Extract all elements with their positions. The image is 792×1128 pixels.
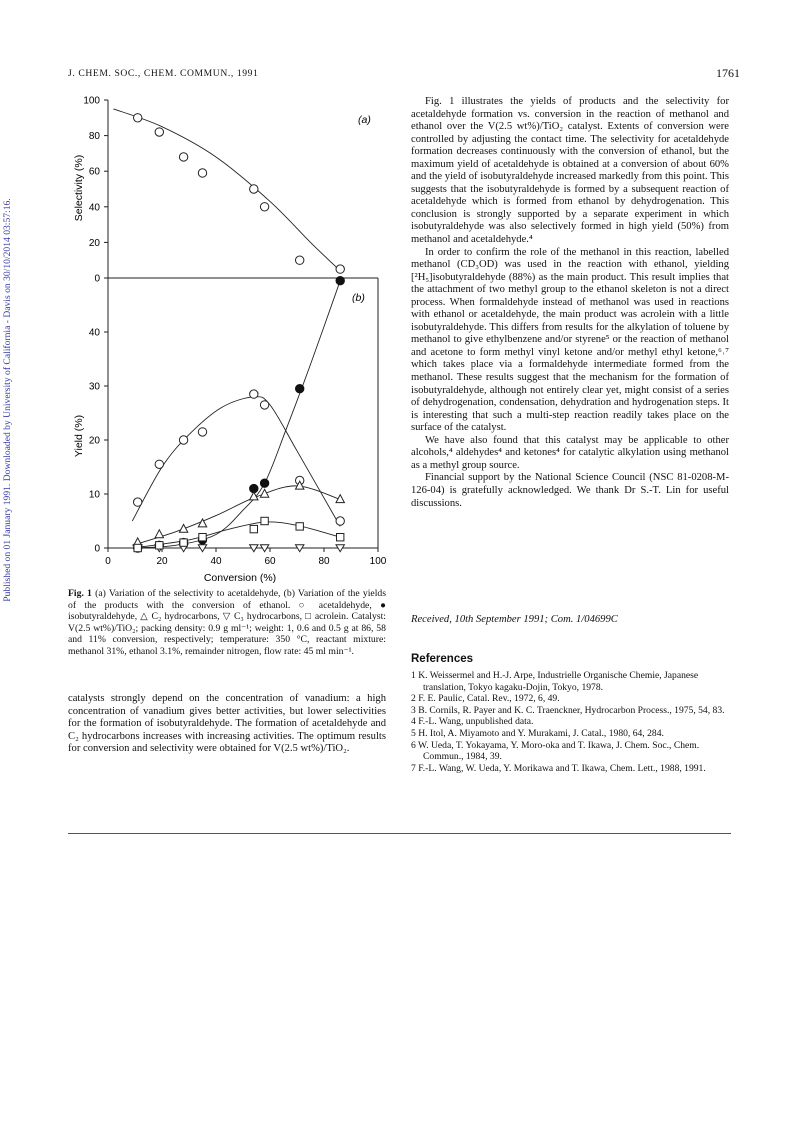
left-column-text [68, 693, 386, 756]
right-column [411, 96, 729, 510]
y-tick-label-a: 40 [88, 202, 100, 214]
series-curve [132, 397, 340, 527]
data-point-acetaldehyde [134, 498, 142, 506]
x-tick-label: 80 [318, 556, 330, 567]
y-axis-label-b: Yield (%) [73, 414, 85, 458]
data-point-acetaldehyde [155, 460, 163, 468]
reference-item: 2 F. E. Paulic, Catal. Rev., 1972, 6, 49. [411, 693, 560, 705]
download-watermark [2, 140, 14, 660]
data-point-acrolein [180, 539, 187, 546]
data-point-acetaldehyde [134, 114, 142, 122]
y-tick-label-b: 10 [88, 489, 100, 501]
reference-item: 4 F.-L. Wang, unpublished data. [411, 716, 534, 728]
series-curve [113, 109, 340, 271]
data-point-acrolein [337, 534, 344, 541]
caption-fig-label: Fig. 1 [68, 588, 92, 599]
panel-b-label: (b) [352, 292, 365, 304]
x-axis-label: Conversion (%) [203, 572, 277, 584]
data-point-acetaldehyde [179, 153, 187, 161]
caption-text: (a) Variation of the selectivity to acetaldehyde, (b) Variation of the yields of the products with the conversion of ethanol. ○ acetaldehyde, ● isobutyraldehyde, △ C₂ hydrocarbons, ▽ C₃ hydrocarbons, □ acrolein. Catalyst: V(2.5 wt%)/TiO₂; packing density: 0.9 g ml⁻¹; weight: 1, 0.6 and 0.5 g at 86, 58 and 11% conversion, respectively; temperature: 350 °C, reactant mixture: methanol 31%, ethanol 3.1%, remainder nitrogen, flow rate: 45 ml min⁻¹. [68, 588, 387, 657]
y-tick-label-a: 20 [88, 237, 100, 249]
paragraph-1: Fig. 1 illustrates the yields of products and the selectivity for acetaldehyde formation vs. conversion in the reaction of methanol and ethanol over the V(2.5 wt%)/TiO₂ catalyst. Extents of conversion were controlled by adjusting the contact time. The selectivity for acetaldehyde formation decreases continuously with the conversion of ethanol, but the maximum yield of acetaldehyde is obtained at a conversion of about 60% and the yield of isobutyraldehyde increased markedly from this point. This suggests that the isobutyraldehyde is formed by a subsequent reaction of acetaldehyde which is formed from ethanol by dehydrogenation. This conclusion is strongly supported by a separate experiment in which isobutyraldehyde was also selectively formed in high yield (50%) from methanol and acetaldehyde.⁴ [411, 96, 729, 246]
y-tick-label-a: 80 [88, 131, 100, 143]
data-point-acetaldehyde [198, 428, 206, 436]
data-point-isobutyraldehyde [260, 479, 268, 487]
series-curve [132, 486, 340, 545]
data-point-acetaldehyde [250, 185, 258, 193]
y-axis-label-a: Selectivity (%) [73, 154, 85, 222]
y-tick-label-b: 20 [88, 435, 100, 447]
x-tick-label: 0 [105, 556, 111, 567]
paragraph-4: Financial support by the National Science Council (NSC 81-0208-M-126-04) is gratefully acknowledged. We thank Dr S.-T. Lin for useful discussions. [411, 472, 729, 509]
x-tick-label: 40 [210, 556, 222, 567]
data-point-acetaldehyde [198, 169, 206, 177]
data-point-acrolein [261, 517, 268, 524]
data-point-acetaldehyde [250, 390, 258, 398]
reference-item: 6 W. Ueda, T. Yokayama, Y. Moro-oka and T. Ikawa, J. Chem. Soc., Chem. Commun., 1984, 39. [411, 739, 700, 763]
y-tick-label-a: 100 [83, 95, 100, 107]
paragraph-2: In order to confirm the role of the methanol in this reaction, labelled methanol (CD₃OD) was used in the reaction with ethanol, yielding [²H₅]isobutyraldehyde (88%) as the main product. This result implies that the attachment of two methyl group to the ethanol skeleton is not a direct process. When formaldehyde instead of methanol was used in reactions with ethanol or acetaldehyde, the main product was acrolein with a little isobutyraldehyde. This differs from results for the alkylation of toluene by methanol to give ethylbenzene and/or styrene⁵ or the reaction of methanol and acetone to form methyl vinyl ketone and/or methyl ethyl ketone,⁶˒⁷ which takes place via a formaldehyde intermediate formed from the methanol. These results suggest that the mechanism for the formation of isobutyraldehyde, although not entirely clear yet, might consist of a series of dehydrogenation, condensation, dehydration and hydrogenation steps. It is interesting that such a multi-step reaction readily takes place on the surface of the catalyst. [411, 246, 729, 434]
series-curve [132, 281, 340, 548]
data-point-acrolein [156, 542, 163, 549]
y-tick-label-a: 0 [94, 273, 100, 285]
data-point-acrolein [296, 523, 303, 530]
data-point-acetaldehyde [179, 436, 187, 444]
panel-a-label: (a) [358, 114, 371, 126]
y-tick-label-b: 30 [88, 381, 100, 393]
data-point-acrolein [250, 525, 257, 532]
data-point-acetaldehyde [260, 203, 268, 211]
figure-marks [113, 109, 344, 552]
data-point-isobutyraldehyde [336, 277, 344, 285]
y-tick-label-b: 40 [88, 327, 100, 339]
data-point-acrolein [199, 534, 206, 541]
y-tick-label-a: 60 [88, 166, 100, 178]
references-list [411, 670, 731, 774]
reference-item: 5 H. Itol, A. Miyamoto and Y. Murakami, J. Catal., 1980, 64, 284. [411, 727, 664, 739]
data-point-isobutyraldehyde [296, 385, 304, 393]
received-line: Received, 10th September 1991; Com. 1/04699C [411, 614, 618, 625]
page-number: 1761 [716, 66, 740, 80]
data-point-acetaldehyde [336, 517, 344, 525]
data-point-acetaldehyde [336, 265, 344, 273]
figure-1 [60, 90, 390, 585]
reference-item: 7 F.-L. Wang, W. Ueda, Y. Morikawa and T. Ikawa, Chem. Lett., 1988, 1991. [411, 762, 706, 774]
bottom-rule [68, 833, 731, 834]
x-tick-label: 100 [369, 556, 387, 567]
data-point-acrolein [134, 544, 141, 551]
y-tick-label-b: 0 [94, 543, 100, 555]
reference-item: 3 B. Cornils, R. Payer and K. C. Traenckner, Hydrocarbon Process., 1975, 54, 83. [411, 704, 725, 716]
download-watermark-text: Published on 01 January 1991. Downloaded by University of California - Davis on 30/10/2014 03:57:16. [2, 198, 13, 602]
figure-caption [68, 588, 386, 657]
data-point-acetaldehyde [296, 256, 304, 264]
data-point-c2-hydrocarbons [260, 489, 268, 497]
x-tick-label: 60 [264, 556, 276, 567]
reference-item: 1 K. Weissermel and H.-J. Arpe, Industrielle Organische Chemie, Japanese translation, Tokyo kagaku-Dojin, Tokyo, 1978. [411, 670, 699, 693]
data-point-acetaldehyde [155, 128, 163, 136]
x-tick-label: 20 [156, 556, 168, 567]
data-point-c2-hydrocarbons [250, 492, 258, 500]
left-paragraph: catalysts strongly depend on the concentration of vanadium: a high concentration of vanadium gives better activities, but lower selectivities for the formation of isobutyraldehyde. The formation of acetaldehyde and C₂ hydrocarbons increases with increasing activities. The optimum results for conversion and selectivity were obtained for V(2.5 wt%)/TiO₂. [68, 693, 386, 755]
running-header: J. CHEM. SOC., CHEM. COMMUN., 1991 [68, 68, 259, 79]
data-point-c2-hydrocarbons [155, 530, 163, 538]
references-heading: References [411, 653, 474, 665]
paragraph-3: We have also found that this catalyst may be applicable to other alcohols,⁴ aldehydes⁴ and ketones⁴ for catalytic alkylation using methanol as a methyl group source. [411, 434, 729, 471]
data-point-acetaldehyde [260, 401, 268, 409]
data-point-c2-hydrocarbons [179, 524, 187, 532]
